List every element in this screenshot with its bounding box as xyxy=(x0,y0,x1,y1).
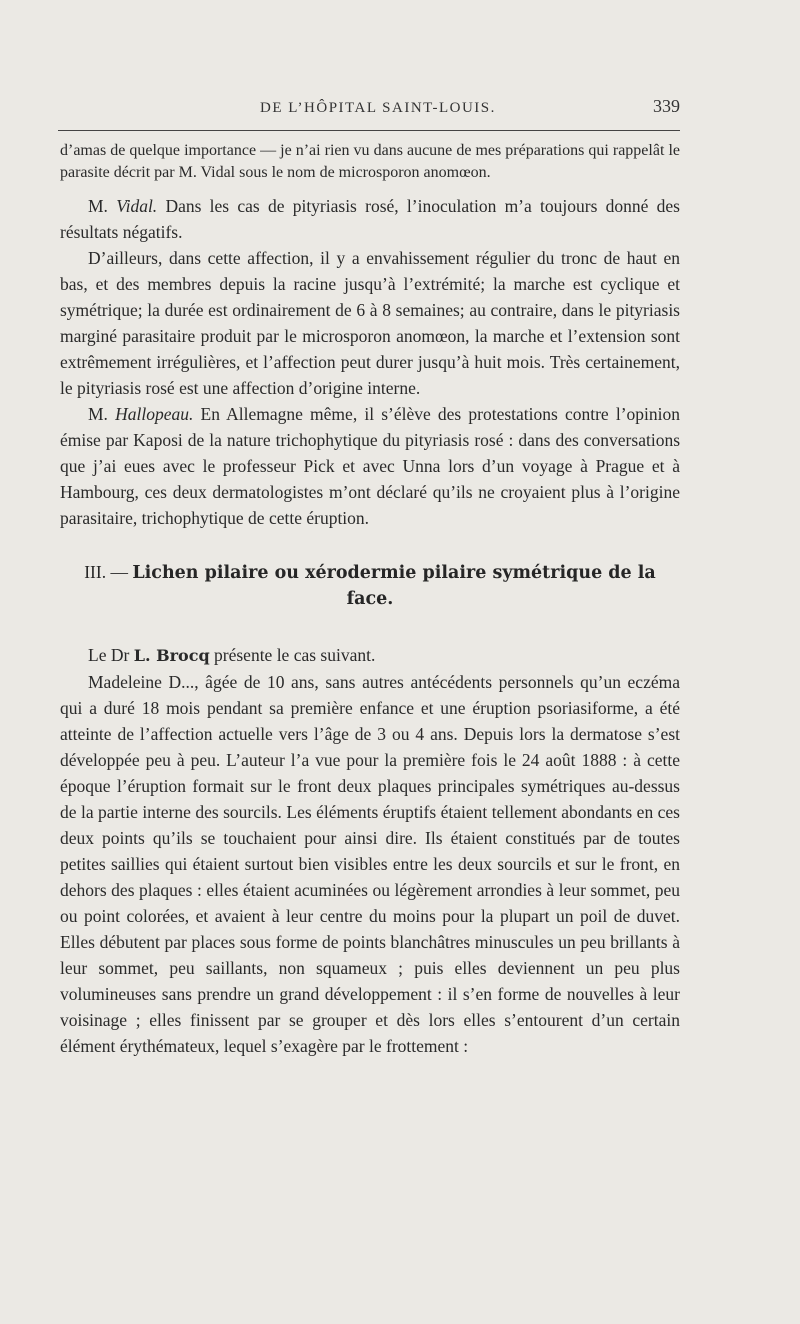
section-number: III. — xyxy=(84,562,133,582)
page-number: 339 xyxy=(653,96,680,116)
speaker-hallopeau: Hallopeau. xyxy=(115,404,194,424)
speaker-vidal: Vidal. xyxy=(116,196,158,216)
speaker-title: M. xyxy=(88,196,117,216)
paragraph-vidal xyxy=(60,193,680,245)
header-rule xyxy=(58,130,680,131)
running-head xyxy=(60,96,680,122)
paragraph-brocq-intro xyxy=(60,642,680,669)
paragraph-hallopeau-text: En Allemagne même, il s’élève des protestations contre l’opinion émise par Kaposi de la nature trichophytique du pityriasis rosé : dans des conversations que j’ai eues avec le professeur Pick et avec Unna lors d’un voyage à Prague et à Hambourg, ces deux dermatologistes m’ont déclaré qu’ils ne croyaient plus à l’origine parasitaire, trichophytique de cette éruption. xyxy=(60,404,681,528)
author-name: L. Brocq xyxy=(133,646,210,665)
paragraph-vidal-text: Dans les cas de pityriasis rosé, l’inoculation m’a toujours donné des résultats négatifs. xyxy=(60,196,680,242)
running-title: DE L’HÔPITAL SAINT-LOUIS. xyxy=(260,100,496,116)
speaker-title: M. xyxy=(88,404,116,424)
intro-prefix: Le Dr xyxy=(88,645,134,665)
paragraph-case-description: Madeleine D..., âgée de 10 ans, sans autres antécédents personnels qu’un eczéma qui a duré 18 mois pendant sa première enfance et une éruption psoriasiforme, a été atteinte de l’affection actuelle vers l’âge de 3 ou 4 ans. Depuis lors la dermatose s’est développée peu à peu. L’auteur l’a vue pour la première fois le 24 août 1888 : à cette époque l’éruption formait sur le front deux plaques principales symétriques au-dessus de la partie interne des sourcils. Les éléments éruptifs étaient tellement abondants en ces deux points qu’ils se touchaient pour ainsi dire. Ils étaient constitués par de toutes petites saillies qui étaient surtout bien visibles entre les deux sourcils et sur le front, en dehors des plaques : elles étaient acuminées ou légèrement arrondies à leur sommet, peu ou point colorées, et avaient à leur centre du moins pour la plupart un poil de duvet. Elles débutent par places sous forme de points blanchâtres minuscules un peu brillants à leur sommet, peu saillants, non squameux ; puis elles deviennent un peu plus volumineuses sans prendre un grand développement : il s’en forme de nouvelles à leur voisinage ; elles finissent par se grouper et dès lors elles s’entourent d’un certain élément érythémateux, lequel s’exagère par le frottement : xyxy=(60,672,680,1056)
paragraph-dailleurs: D’ailleurs, dans cette affection, il y a envahissement régulier du tronc de haut en bas, et des membres depuis la racine jusqu’à l’extrémité; la marche est cyclique et symétrique; la durée est ordinairement de 6 à 8 semaines; au contraire, dans le pityriasis marginé parasitaire produit par le microsporon anomœon, la marche et l’extension sont extrêmement irrégulières, et l’affection peut durer jusqu’à huit mois. Très certainement, le pityriasis rosé est une affection d’origine interne. xyxy=(60,248,680,398)
page-body xyxy=(60,140,680,1059)
section-heading xyxy=(60,559,680,612)
paragraph-continuation: d’amas de quelque importance — je n’ai rien vu dans aucune de mes préparations qui rappelât le parasite décrit par M. Vidal sous le nom de microsporon anomœon. xyxy=(60,142,680,181)
intro-text: présente le cas suivant. xyxy=(209,645,376,665)
paragraph-hallopeau xyxy=(60,401,680,531)
section-title: Lichen pilaire ou xérodermie pilaire symétrique de la face. xyxy=(132,563,656,609)
